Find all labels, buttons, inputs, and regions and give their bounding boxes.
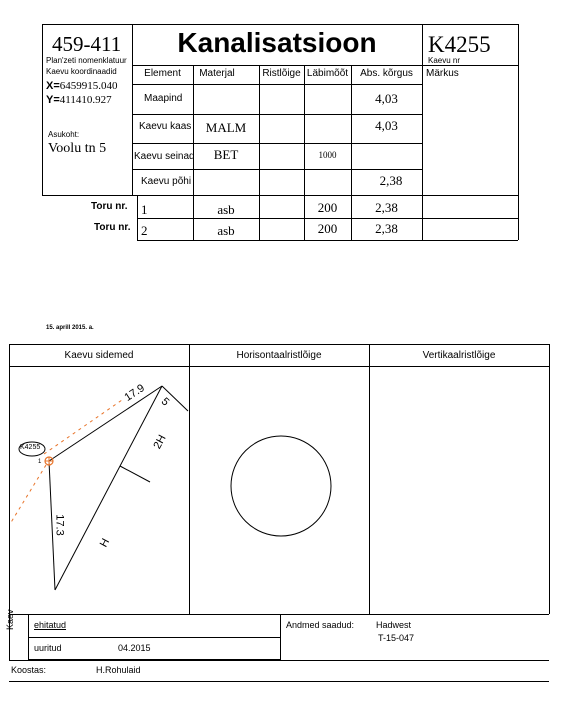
tick-mark	[120, 466, 150, 482]
row-seinad-material: BET	[213, 147, 239, 162]
coords-caption: Kaevu koordinaadid	[46, 67, 117, 76]
row-element-maapind: Maapind	[144, 93, 183, 104]
outline-long-diagonal	[55, 386, 162, 590]
y-value: 411410.927	[59, 94, 112, 106]
page-title: Kanalisatsioon	[177, 27, 377, 58]
well-id-caption: Kaevu nr	[428, 56, 461, 65]
footer-data-from-label: Andmed saadud:	[286, 620, 355, 630]
sketch-pipe-mark: 1	[38, 459, 42, 465]
col-element: Element	[144, 68, 181, 79]
pipe-1-material: asb	[217, 202, 235, 217]
nomenclature-code: 459-411	[52, 32, 122, 56]
y-coordinate	[46, 94, 112, 106]
col-cross-section: Ristlõige	[262, 68, 301, 79]
footer-compiled-name: H.Rohulaid	[96, 665, 141, 675]
footer-surveyed-label: uuritud	[34, 643, 62, 653]
footer-surveyed-date: 04.2015	[118, 643, 151, 653]
x-value: 6459915.040	[59, 80, 118, 92]
location-value: Voolu tn 5	[48, 141, 107, 156]
row-maapind-abs: 4,03	[375, 91, 398, 106]
footer-data-from-ref: T-15-047	[378, 633, 415, 643]
x-coordinate	[46, 80, 118, 92]
sketch-well-tag: K4255	[20, 444, 41, 451]
row-kaas-abs: 4,03	[375, 118, 398, 133]
dim-line-top	[44, 400, 122, 454]
pipe-1-num: 1	[141, 202, 148, 217]
col-diameter: Läbimõõt	[306, 68, 349, 79]
section-connections-title: Kaevu sidemed	[64, 350, 134, 361]
sketch-dim-top: 17.9	[122, 382, 147, 404]
pipe-2-label: Toru nr.	[94, 222, 131, 233]
pipe-line-to-corner	[49, 386, 162, 461]
sketch-dim-left: 17.3	[53, 514, 66, 536]
footer-compiled-label: Koostas:	[11, 665, 47, 675]
well-id: K4255	[428, 32, 491, 57]
footer-data-from-org: Hadwest	[376, 620, 412, 630]
footer-status: ehitatud	[34, 620, 67, 630]
nomenclature-caption: Plan'zeti nomenklatuur	[46, 56, 127, 65]
x-label: X=	[46, 80, 60, 92]
sketch-dim-right-small: 5	[158, 395, 172, 409]
y-label: Y=	[46, 94, 60, 106]
section-horizontal-title: Horisontaalristlõige	[236, 350, 322, 361]
pipe-2-diameter: 200	[317, 221, 338, 236]
horizontal-cross-section	[189, 366, 369, 614]
col-notes: Märkus	[426, 68, 459, 79]
document-date: 15. aprill 2015. a.	[46, 325, 94, 331]
pipe-1-abs: 2,38	[375, 200, 398, 215]
row-kaas-material: MALM	[205, 120, 247, 135]
row-seinad-diameter: 1000	[318, 150, 337, 160]
row-element-kaevu-kaas: Kaevu kaas	[139, 121, 192, 132]
location-caption: Asukoht:	[48, 130, 80, 139]
sketch-dim-2h: 2H	[151, 432, 169, 452]
dim-line-left	[10, 465, 46, 524]
footer-side-label: Kaev	[5, 609, 15, 630]
pipe-1-diameter: 200	[317, 200, 338, 215]
row-element-kaevu-seinad: Kaevu seinad	[134, 151, 195, 162]
well-circle	[231, 436, 331, 536]
pipe-1-label: Toru nr.	[91, 201, 128, 212]
row-pohi-abs: 2,38	[379, 173, 403, 188]
col-abs-height: Abs. kõrgus	[360, 68, 413, 79]
row-element-kaevu-pohi: Kaevu põhi	[141, 176, 192, 187]
pipe-2-num: 2	[141, 223, 148, 238]
pipe-2-material: asb	[217, 223, 235, 238]
col-material: Materjal	[199, 68, 235, 79]
sketch-dim-h: H	[97, 536, 113, 550]
pipe-2-abs: 2,38	[375, 221, 398, 236]
section-vertical-title: Vertikaalristlõige	[422, 350, 496, 361]
